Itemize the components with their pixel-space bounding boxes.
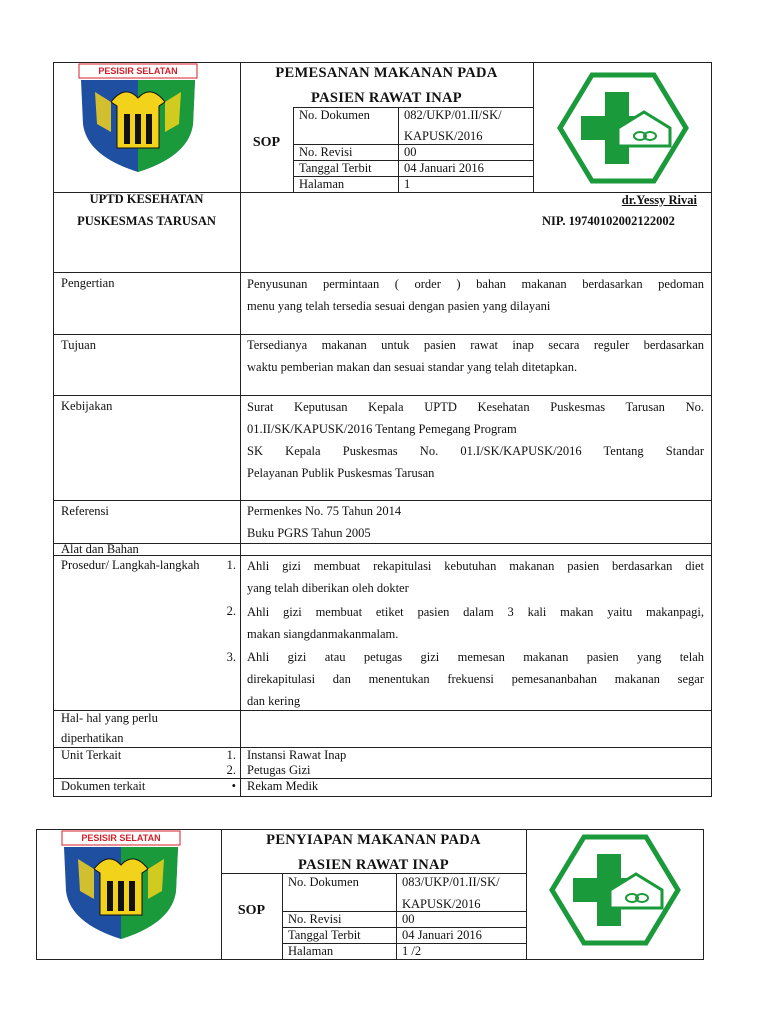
meta-label-halaman: Halaman: [299, 177, 345, 191]
kebijakan-line4: Pelayanan Publik Puskesmas Tarusan: [247, 466, 435, 480]
pengertian-line1: Penyusunan permintaan ( order ) bahan makanan berdasarkan pedoman: [247, 277, 704, 291]
unit-item2-num: 2.: [226, 763, 236, 777]
dokumen-bullet: •: [231, 779, 236, 793]
dokumen-text: Rekam Medik: [247, 779, 319, 793]
pesisir-selatan-emblem-icon: [75, 62, 200, 174]
kebijakan-line1: Surat Keputusan Kepala UPTD Kesehatan Puskesmas Tarusan No.: [247, 400, 704, 414]
signer-name: dr.Yessy Rivai: [621, 193, 697, 207]
tujuan-line1: Tersedianya makanan untuk pasien rawat inap secara reguler berdasarkan: [247, 338, 704, 352]
prosedur-step2-line1: Ahli gizi membuat etiket pasien dalam 3 kali makan yaitu makanpagi,: [247, 605, 704, 619]
meta-value-no-dokumen: 083/UKP/01.II/SK/: [402, 875, 500, 889]
referensi-line2: Buku PGRS Tahun 2005: [247, 526, 371, 540]
kebijakan-line3: SK Kepala Puskesmas No. 01.I/SK/KAPUSK/2016 Tentang Standar: [247, 444, 704, 458]
logo-banner-text: PESISIR SELATAN: [81, 833, 161, 843]
prosedur-step3-line2: direkapitulasi dan menentukan frekuensi pemesananbahan makanan segar: [247, 672, 704, 686]
row-label-tujuan: Tujuan: [61, 338, 96, 352]
unit-item2-text: Petugas Gizi: [247, 763, 311, 777]
meta-label-no-dokumen: No. Dokumen: [288, 875, 359, 889]
logo-banner-text: PESISIR SELATAN: [98, 66, 178, 76]
meta-label-no-dokumen: No. Dokumen: [299, 108, 370, 122]
row-label-hal-hal-line2: diperhatikan: [61, 731, 124, 745]
meta-value-no-revisi: 00: [402, 912, 415, 926]
meta-label-tanggal-terbit: Tanggal Terbit: [288, 928, 361, 942]
row-label-kebijakan: Kebijakan: [61, 399, 113, 413]
sop-document-2: [0, 820, 768, 1024]
sop-label: SOP: [252, 135, 281, 150]
prosedur-step3-num: 3.: [226, 650, 236, 664]
prosedur-step1-line1: Ahli gizi membuat rekapitulasi kebutuhan makanan pasien berdasarkan diet: [247, 559, 704, 573]
org-name-line1: UPTD KESEHATAN: [89, 192, 204, 206]
signer-nip: NIP. 19740102002122002: [542, 214, 675, 228]
meta-label-halaman: Halaman: [288, 944, 334, 958]
unit-item1-text: Instansi Rawat Inap: [247, 748, 347, 762]
pesisir-selatan-emblem-icon: [58, 829, 183, 941]
tujuan-line2: waktu pemberian makan dan sesuai standar yang telah ditetapkan.: [247, 360, 578, 374]
row-label-dokumen-terkait: Dokumen terkait: [61, 779, 146, 793]
org-name-line2: PUSKESMAS TARUSAN: [77, 214, 216, 228]
row-label-hal-hal-line1: Hal- hal yang perlu: [61, 711, 158, 725]
meta-value-no-dokumen: 082/UKP/01.II/SK/: [404, 108, 502, 122]
prosedur-step2-line2: makan siangdanmakanmalam.: [247, 627, 399, 641]
sop-title-line1: PEMESANAN MAKANAN PADA: [275, 65, 498, 81]
puskesmas-cross-hexagon-icon: [548, 834, 682, 946]
row-label-referensi: Referensi: [61, 504, 109, 518]
meta-value-tanggal-terbit: 04 Januari 2016: [402, 928, 482, 942]
sop-title-line2: PASIEN RAWAT INAP: [298, 857, 449, 873]
referensi-line1: Permenkes No. 75 Tahun 2014: [247, 504, 402, 518]
pengertian-line2: menu yang telah tersedia sesuai dengan pasien yang dilayani: [247, 299, 551, 313]
kebijakan-line2: 01.II/SK/KAPUSK/2016 Tentang Pemegang Program: [247, 422, 517, 436]
meta-value-no-dokumen-2: KAPUSK/2016: [404, 129, 483, 143]
sop-title-line2: PASIEN RAWAT INAP: [311, 90, 462, 106]
prosedur-step3-line1: Ahli gizi atau petugas gizi memesan makanan pasien yang telah: [247, 650, 704, 664]
meta-value-no-revisi: 00: [404, 145, 417, 159]
meta-label-no-revisi: No. Revisi: [299, 145, 353, 159]
meta-value-halaman: 1 /2: [402, 944, 422, 958]
meta-label-no-revisi: No. Revisi: [288, 912, 342, 926]
meta-value-halaman: 1: [404, 177, 411, 191]
sop-title-line1: PENYIAPAN MAKANAN PADA: [266, 832, 481, 848]
meta-value-tanggal-terbit: 04 Januari 2016: [404, 161, 484, 175]
row-label-prosedur: Prosedur/ Langkah-langkah: [61, 558, 200, 572]
prosedur-step1-num: 1.: [226, 558, 236, 572]
row-label-alat-dan-bahan: Alat dan Bahan: [61, 543, 139, 556]
unit-item1-num: 1.: [226, 748, 236, 762]
meta-label-tanggal-terbit: Tanggal Terbit: [299, 161, 372, 175]
prosedur-step3-line3: dan kering: [247, 694, 301, 708]
row-label-unit-terkait: Unit Terkait: [61, 748, 122, 762]
prosedur-step1-line2: yang telah diberikan oleh dokter: [247, 581, 409, 595]
puskesmas-cross-hexagon-icon: [556, 72, 690, 184]
prosedur-step2-num: 2.: [226, 604, 236, 618]
row-label-pengertian: Pengertian: [61, 276, 115, 290]
sop-label: SOP: [237, 903, 266, 918]
meta-value-no-dokumen-2: KAPUSK/2016: [402, 897, 481, 911]
